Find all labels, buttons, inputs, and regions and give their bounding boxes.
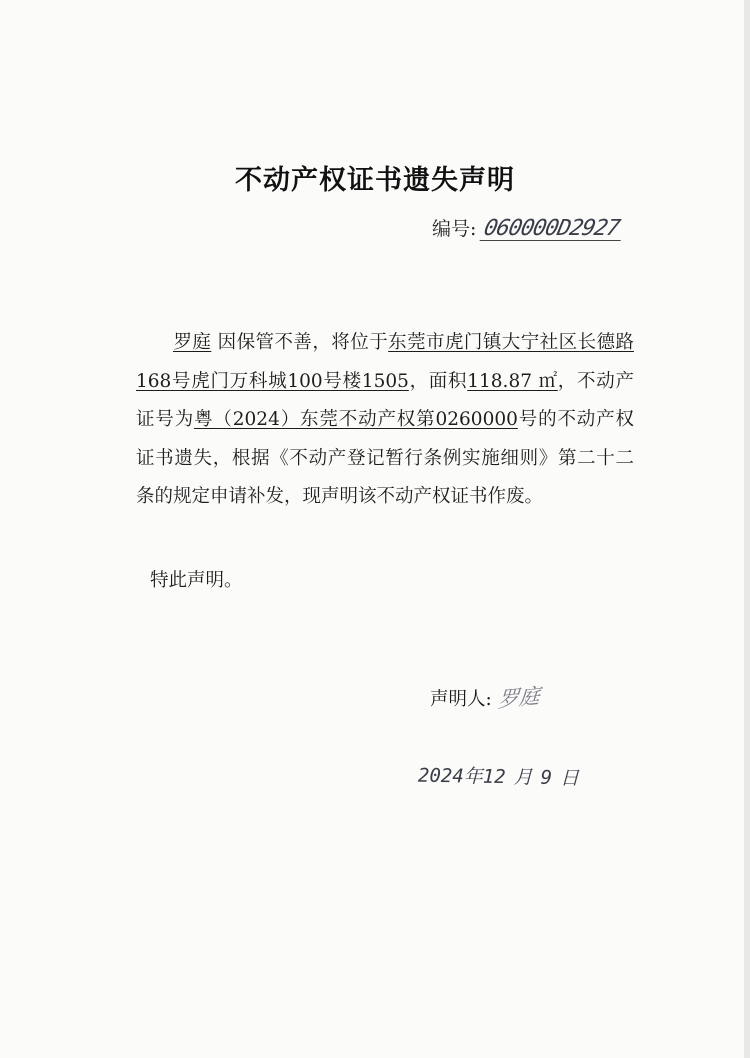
certificate-number-row — [432, 214, 623, 241]
date-day: 9 — [540, 766, 553, 789]
property-address: 东莞市虎门镇大宁社区长德路168号虎门万科城100号楼1505 — [136, 332, 634, 392]
body-seg1: 因保管不善，将位于 — [217, 332, 389, 353]
declaration-date — [418, 761, 580, 791]
declarant-signature: 罗庭 — [496, 683, 541, 713]
body-seg2: ，面积 — [408, 370, 468, 392]
date-month-unit: 月 — [513, 766, 533, 789]
number-value: 060000D2927 — [480, 218, 626, 241]
declarant-row — [430, 682, 540, 712]
property-area: 118.87 ㎡ — [467, 370, 558, 392]
document-title: 不动产权证书遗失声明 — [235, 165, 515, 196]
body-seg4: 号的不动产权证书遗失，根据《不动产登记暂行条例实施细则》第二十二条的规定申请补发，现声明该不动产权证书作废。 — [136, 409, 634, 507]
owner-name: 罗庭 — [173, 332, 212, 353]
declaration-body — [136, 324, 634, 517]
date-year: 2024年 — [417, 764, 483, 788]
closing-statement: 特此声明。 — [150, 570, 243, 591]
date-day-unit: 日 — [559, 767, 580, 790]
declarant-label: 声明人: — [430, 689, 492, 710]
number-label: 编号: — [432, 218, 477, 240]
body-seg3: ，不动产证号为 — [136, 370, 634, 430]
date-month: 12 — [482, 765, 506, 789]
certificate-id: 粤（2024）东莞不动产权第0260000 — [194, 409, 518, 430]
